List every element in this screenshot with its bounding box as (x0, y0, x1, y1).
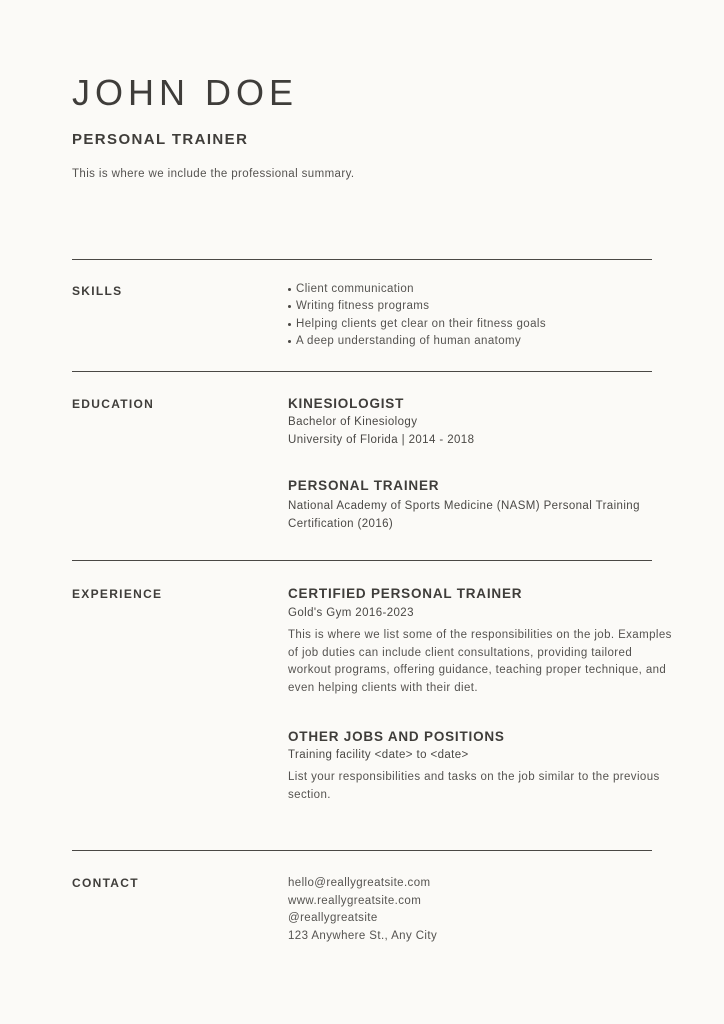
resume-job-title: PERSONAL TRAINER (72, 131, 249, 148)
contact-email: hello@reallygreatsite.com (288, 877, 431, 889)
divider-contact (72, 850, 652, 851)
education-entry (288, 396, 673, 446)
skills-heading: SKILLS (72, 284, 123, 298)
education-detail: National Academy of Sports Medicine (NASM) Personal Training Certification (2016) (288, 500, 640, 530)
skill-label: Helping clients get clear on their fitness goals (296, 317, 546, 330)
skill-label: Writing fitness programs (296, 300, 430, 313)
bullet-icon (288, 323, 291, 326)
bullet-icon (288, 305, 291, 308)
education-school: University of Florida | 2014 - 2018 (288, 434, 475, 446)
contact-details (288, 875, 673, 945)
skill-item (288, 316, 546, 333)
experience-org: Training facility <date> to <date> (288, 749, 469, 761)
experience-description: This is where we list some of the responsibilities on the job. Examples of job duties can include client consultations, providing tailored workout programs, offering guidance, teaching proper technique, and even helping clients with their diet. (288, 629, 672, 694)
skill-item (288, 281, 546, 298)
bullet-icon (288, 340, 291, 343)
skill-label: Client communication (296, 283, 414, 295)
experience-heading: EXPERIENCE (72, 587, 163, 601)
experience-entry (288, 586, 673, 697)
experience-title: OTHER JOBS AND POSITIONS (288, 729, 505, 744)
experience-description: List your responsibilities and tasks on the job similar to the previous section. (288, 771, 660, 801)
professional-summary: This is where we include the professional summary. (72, 168, 355, 180)
divider-education (72, 371, 652, 372)
education-title: PERSONAL TRAINER (288, 478, 440, 493)
skill-item (288, 298, 546, 315)
bullet-icon (288, 288, 291, 291)
contact-heading: CONTACT (72, 876, 139, 890)
divider-experience (72, 560, 652, 561)
divider-skills (72, 259, 652, 260)
contact-handle: @reallygreatsite (288, 912, 378, 924)
contact-website: www.reallygreatsite.com (288, 894, 422, 907)
experience-entry (288, 729, 673, 804)
resume-name: JOHN DOE (72, 72, 299, 113)
skill-item (288, 333, 546, 350)
education-heading: EDUCATION (72, 397, 155, 411)
skills-list (288, 281, 546, 350)
skill-label: A deep understanding of human anatomy (296, 334, 522, 347)
education-title: KINESIOLOGIST (288, 396, 405, 411)
experience-org: Gold's Gym 2016-2023 (288, 607, 414, 619)
education-entry (288, 478, 673, 533)
experience-title: CERTIFIED PERSONAL TRAINER (288, 586, 523, 601)
education-degree: Bachelor of Kinesiology (288, 416, 418, 428)
contact-address: 123 Anywhere St., Any City (288, 929, 438, 942)
